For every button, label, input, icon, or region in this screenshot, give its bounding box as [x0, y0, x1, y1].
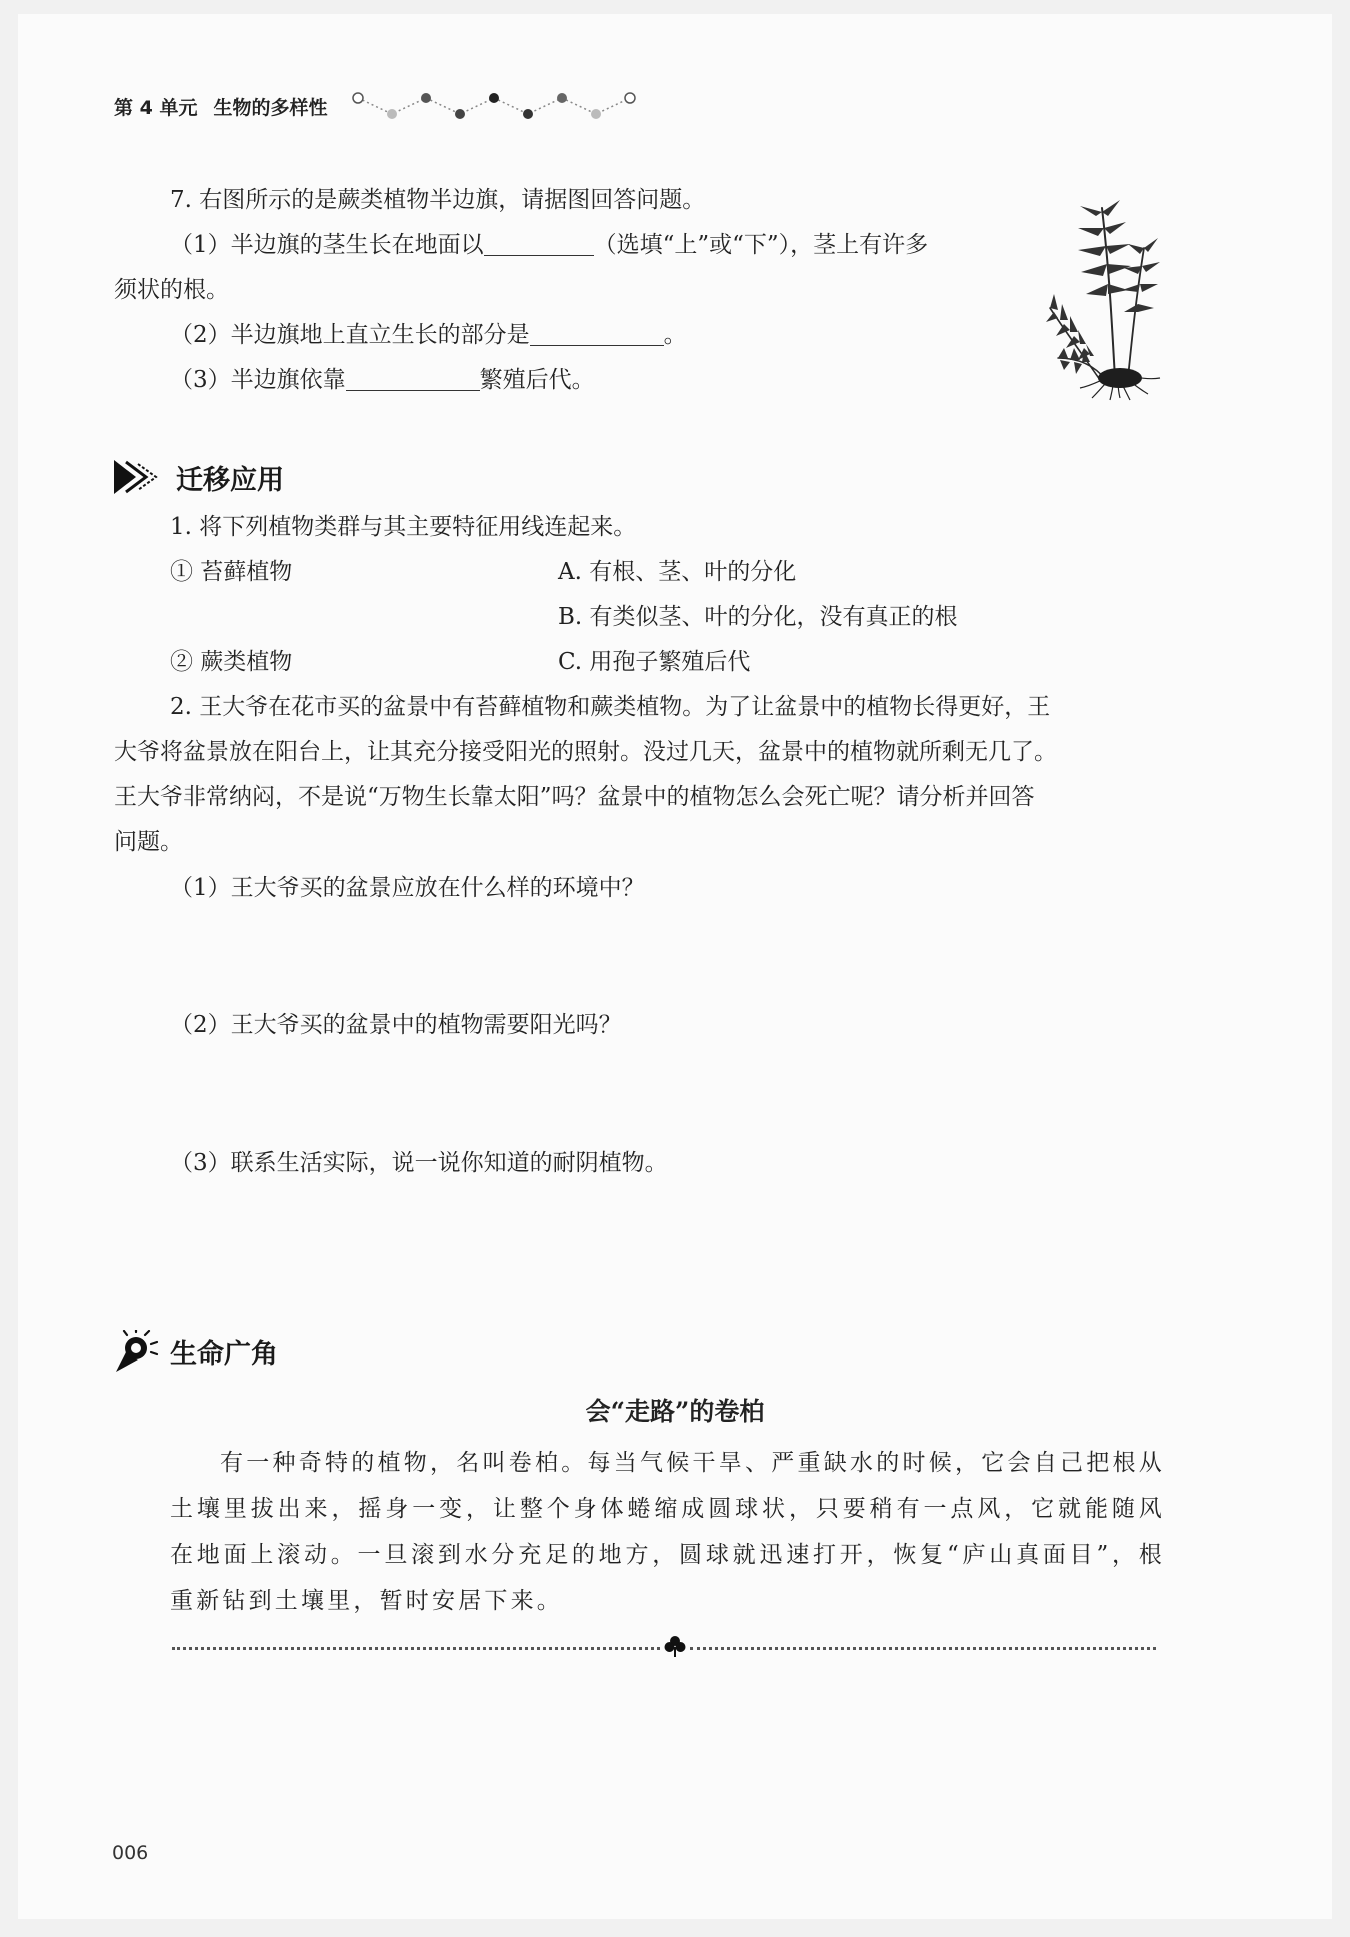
apply-q2-sub-3: （3）联系生活实际，说一说你知道的耐阴植物。 [170, 1150, 668, 1176]
fern-illustration [1040, 188, 1190, 403]
unit-topic: 生物的多样性 [213, 97, 328, 119]
header-dot-decoration-icon [352, 88, 642, 124]
divider-left [172, 1647, 660, 1650]
arrow-section-icon [112, 458, 164, 496]
apply-q2-line-4: 问题。 [114, 829, 183, 855]
q7-blank-3[interactable] [346, 368, 480, 391]
apply-q1-stem: 1. 将下列植物类群与其主要特征用线连起来。 [170, 514, 637, 540]
clover-icon [663, 1634, 687, 1658]
story-paragraph: 有一种奇特的植物，名叫卷柏。每当气候干旱、严重缺水的时候，它会自己把根从土壤里拔出来，摇身一变，让整个身体蜷缩成圆球状，只要稍有一点风，它就能随风在地面上滚动。一旦滚到水分充足的地方，圆球就迅速打开，恢复“庐山真面目”，根重新钻到土壤里，暂时安居下来。 [170, 1450, 1165, 1614]
section-title-life: 生命广角 [170, 1339, 278, 1370]
q7-part2-text-b: 。 [663, 322, 687, 348]
apply-q2-line-2: 大爷将盆景放在阳台上，让其充分接受阳光的照射。没过几天，盆景中的植物就所剩无几了。 [114, 739, 1057, 765]
unit-label: 第 4 单元 [114, 97, 198, 119]
q7-part2 [170, 320, 687, 350]
q7-part3-text-b: 繁殖后代。 [479, 367, 595, 393]
q7-part1-cont: 须状的根。 [114, 277, 229, 303]
divider-right [690, 1647, 1156, 1650]
q7-part3-text-a: （3）半边旗依靠 [170, 367, 346, 393]
magnifier-section-icon [112, 1330, 160, 1376]
q7-part1 [170, 230, 928, 260]
q7-part2-text-a: （2）半边旗地上直立生长的部分是 [170, 322, 530, 348]
q7-blank-1[interactable] [484, 233, 594, 256]
section-title-apply: 迁移应用 [176, 465, 284, 496]
q7-part3 [170, 365, 595, 395]
running-header [114, 93, 343, 120]
apply-right-item-b[interactable]: B. 有类似茎、叶的分化，没有真正的根 [558, 604, 958, 630]
apply-q2-line-1: 2. 王大爷在花市买的盆景中有苔藓植物和蕨类植物。为了让盆景中的植物长得更好，王 [170, 694, 1051, 720]
q7-blank-2[interactable] [530, 323, 664, 346]
q7-stem: 7. 右图所示的是蕨类植物半边旗，请据图回答问题。 [170, 187, 706, 213]
q7-part1-text-a: （1）半边旗的茎生长在地面以 [170, 232, 484, 258]
q7-part1-text-b: （选填“上”或“下”），茎上有许多 [593, 232, 929, 258]
apply-q2-sub-2: （2）王大爷买的盆景中的植物需要阳光吗？ [170, 1012, 622, 1038]
story-title: 会“走路”的卷柏 [585, 1397, 765, 1426]
apply-q2-sub-1: （1）王大爷买的盆景应放在什么样的环境中？ [170, 875, 645, 901]
apply-left-item-2[interactable]: ② 蕨类植物 [170, 649, 293, 675]
apply-left-item-1[interactable]: ① 苔藓植物 [170, 559, 293, 585]
page-number: 006 [112, 1842, 149, 1864]
apply-right-item-c[interactable]: C. 用孢子繁殖后代 [558, 649, 751, 675]
apply-right-item-a[interactable]: A. 有根、茎、叶的分化 [558, 559, 797, 585]
apply-q2-line-3: 王大爷非常纳闷，不是说“万物生长靠太阳”吗？盆景中的植物怎么会死亡呢？请分析并回答 [114, 784, 1035, 810]
